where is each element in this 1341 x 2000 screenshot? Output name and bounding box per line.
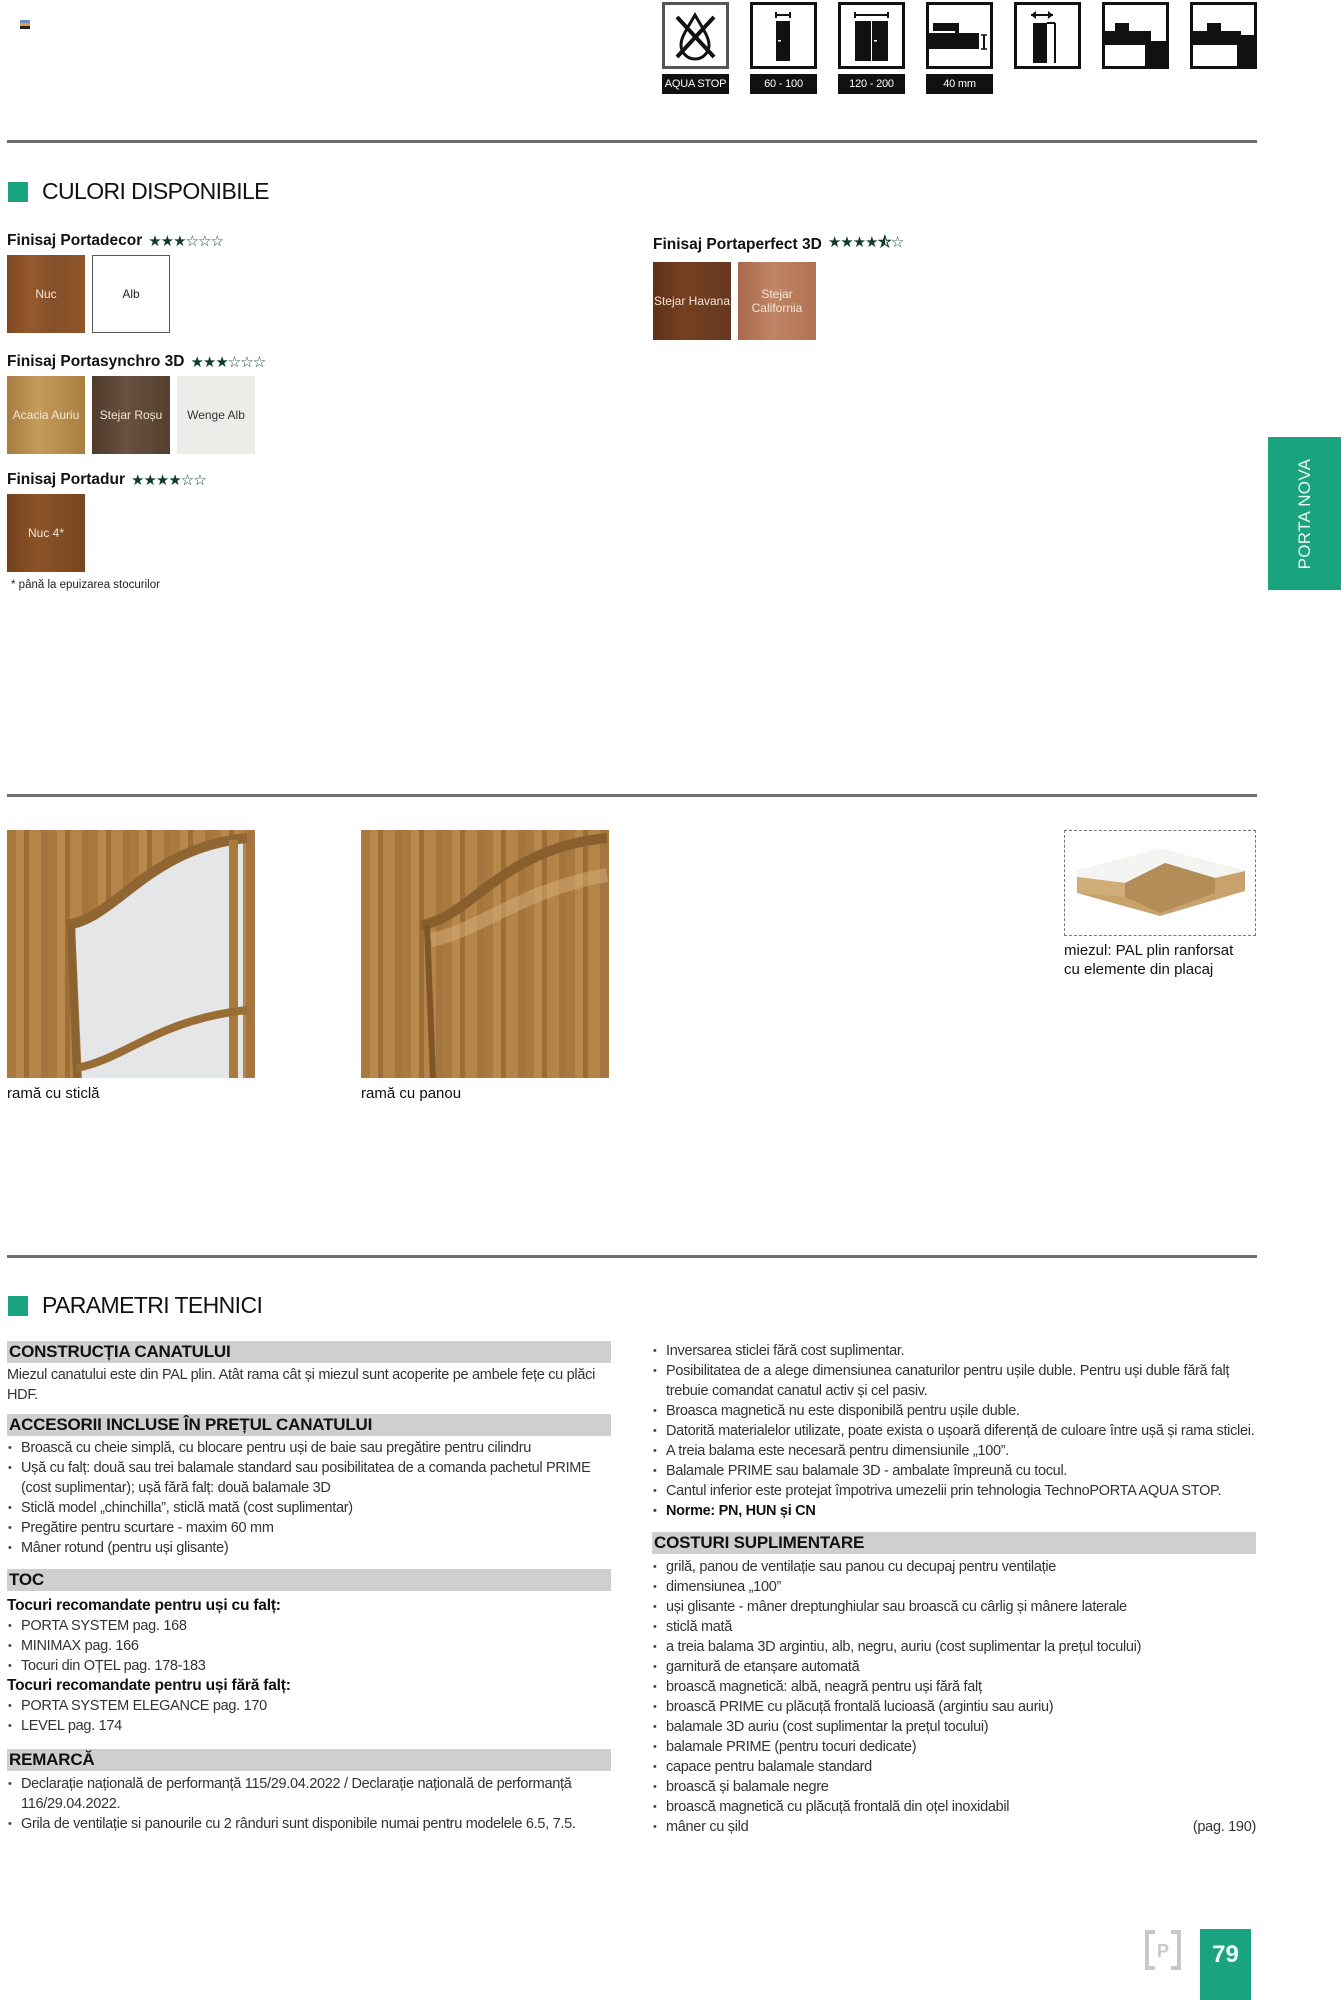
- list-item: • Grila de ventilație si panourile cu 2 rânduri sunt disponibile numai pentru modelele 6.5, 7.5.: [7, 1814, 611, 1834]
- list-item: • Pregătire pentru scurtare - maxim 60 mm: [7, 1518, 611, 1538]
- list-item: • capace pentru balamale standard: [652, 1757, 1256, 1777]
- list-item: • Datorită materialelor utilizate, poate exista o ușoară diferență de culoare între ușă și rama sticlei.: [652, 1421, 1256, 1441]
- list-item: • balamale PRIME (pentru tocuri dedicate): [652, 1737, 1256, 1757]
- swatch-nuc-4[interactable]: Nuc 4*: [7, 494, 85, 572]
- list-item: • dimensiunea „100”: [652, 1577, 1256, 1597]
- divider: [7, 794, 1257, 797]
- door-thickness-icon: [926, 2, 993, 69]
- double-door-width-icon: [838, 2, 905, 69]
- remarks-heading: REMARCĂ: [7, 1749, 611, 1771]
- swatch-alb[interactable]: Alb: [92, 255, 170, 333]
- section-marker-icon: [8, 182, 28, 202]
- flag-icon: [20, 20, 30, 29]
- single-door-width-icon: [750, 2, 817, 69]
- core-caption-line1: miezul: PAL plin ranforsat: [1064, 942, 1234, 959]
- sliding-door-icon: [1014, 2, 1081, 69]
- single-door-feature: 60 - 100: [750, 2, 817, 94]
- list-item: • broască PRIME cu plăcuță frontală lucioasă (argintiu sau auriu): [652, 1697, 1256, 1717]
- list-item: • grilă, panou de ventilație sau panou cu decupaj pentru ventilație: [652, 1557, 1256, 1577]
- stock-footnote: * până la epuizarea stocurilor: [11, 579, 160, 591]
- list-item: • mâner cu șild (pag. 190): [652, 1817, 1256, 1837]
- tech-right-column: [652, 1341, 1256, 1837]
- swatch-acacia-auriu[interactable]: Acacia Auriu: [7, 376, 85, 454]
- toc-flush-heading: Tocuri recomandate pentru uși fără falț:: [7, 1677, 291, 1694]
- toc-rebated-heading: Tocuri recomandate pentru uși cu falț:: [7, 1597, 281, 1614]
- finish-portadecor: Finisaj Portadecor ★★★☆☆☆ Nuc Alb: [7, 232, 223, 333]
- swatch-nuc[interactable]: Nuc: [7, 255, 85, 333]
- list-item: • A treia balama este necesară pentru dimensiunile „100”.: [652, 1441, 1256, 1461]
- list-item: • Inversarea sticlei fără cost suplimentar.: [652, 1341, 1256, 1361]
- rebated-feature: [1102, 2, 1169, 94]
- list-item: • PORTA SYSTEM ELEGANCE pag. 170: [7, 1696, 611, 1716]
- list-item: • MINIMAX pag. 166: [7, 1636, 611, 1656]
- rebated-door-icon: [1102, 2, 1169, 69]
- list-item: • broască și balamale negre: [652, 1777, 1256, 1797]
- list-item: • Mâner rotund (pentru uși glisante): [7, 1538, 611, 1558]
- sliding-feature: [1014, 2, 1081, 94]
- list-item: • Declarație națională de performanță 115/29.04.2022 / Declarație națională de performanță 116/29.04.2022.: [7, 1774, 611, 1814]
- caption-frame-panel: ramă cu panou: [361, 1085, 462, 1102]
- photo-frame-glass: [7, 830, 255, 1102]
- divider: [7, 140, 1257, 143]
- rating-stars-icon: ★★★☆☆☆: [190, 354, 266, 371]
- extra-costs-list: [652, 1557, 1256, 1837]
- page-reference: (pag. 190): [1192, 1819, 1256, 1835]
- aqua-stop-icon: [662, 2, 729, 69]
- core-cutaway-image: [1064, 830, 1256, 936]
- list-item: • garnitură de etanșare automată: [652, 1657, 1256, 1677]
- list-item: • Cantul inferior este protejat împotriva umezelii prin tehnologia TechnoPORTA AQUA STOP.: [652, 1481, 1256, 1501]
- list-item: • PORTA SYSTEM pag. 168: [7, 1616, 611, 1636]
- toc-flush-list: [7, 1696, 611, 1736]
- accessories-heading: ACCESORII INCLUSE ÎN PREȚUL CANATULUI: [7, 1414, 611, 1436]
- rating-stars-icon: ★★★★☆☆: [131, 472, 206, 489]
- accessories-list: [7, 1438, 611, 1558]
- list-item: • Broasca magnetică nu este disponibilă pentru ușile duble.: [652, 1401, 1256, 1421]
- feature-icons-row: [662, 2, 1257, 94]
- door-panel-image: [361, 830, 609, 1078]
- brand-logo-icon: [1145, 1930, 1181, 1970]
- section-marker-icon: [8, 1296, 28, 1316]
- list-item: • Ușă cu falț: două sau trei balamale standard sau posibilitatea de a comanda pachetul PRIME (cost suplimentar); ușă fără falț: două balamale 3D: [7, 1458, 611, 1498]
- side-tab-porta-nova[interactable]: PORTA NOVA: [1268, 437, 1341, 590]
- construction-heading: CONSTRUCȚIA CANATULUI: [7, 1341, 611, 1363]
- rating-stars-icon: ★★★★⯪☆: [827, 234, 904, 251]
- list-item: • Broască cu cheie simplă, cu blocare pentru uși de baie sau pregătire pentru cilindru: [7, 1438, 611, 1458]
- list-item: • uși glisante - mâner dreptunghiular sau broască cu cârlig și mânere laterale: [652, 1597, 1256, 1617]
- tech-section-title: PARAMETRI TEHNICI: [8, 1292, 262, 1319]
- core-caption-line2: cu elemente din placaj: [1064, 961, 1214, 978]
- rating-stars-icon: ★★★☆☆☆: [148, 233, 223, 250]
- notes-list: [652, 1341, 1256, 1521]
- list-item: • LEVEL pag. 174: [7, 1716, 611, 1736]
- finish-portasynchro: Finisaj Portasynchro 3D ★★★☆☆☆ Acacia Auriu Stejar Roșu Wenge Alb: [7, 353, 265, 454]
- photo-frame-panel: [361, 830, 609, 1102]
- flush-feature: [1190, 2, 1257, 94]
- thickness-feature: 40 mm: [926, 2, 993, 94]
- remarks-list: [7, 1774, 611, 1834]
- swatch-stejar-california[interactable]: Stejar California: [738, 262, 816, 340]
- list-item: • sticlă mată: [652, 1617, 1256, 1637]
- core-illustration: [1064, 830, 1256, 979]
- double-door-feature: 120 - 200: [838, 2, 905, 94]
- colors-section-title: CULORI DISPONIBILE: [8, 178, 269, 205]
- swatch-stejar-rosu[interactable]: Stejar Roșu: [92, 376, 170, 454]
- page-number: 79: [1200, 1929, 1251, 2000]
- swatch-wenge-alb[interactable]: Wenge Alb: [177, 376, 255, 454]
- caption-frame-glass: ramă cu sticlă: [7, 1085, 100, 1102]
- extra-costs-heading: COSTURI SUPLIMENTARE: [652, 1532, 1256, 1554]
- list-item: • Balamale PRIME sau balamale 3D - ambalate împreună cu tocul.: [652, 1461, 1256, 1481]
- non-rebated-door-icon: [1190, 2, 1257, 69]
- svg-text:P: P: [1156, 1941, 1170, 1961]
- list-item: • broască magnetică cu plăcuță frontală din oțel inoxidabil: [652, 1797, 1256, 1817]
- list-item: • Posibilitatea de a alege dimensiunea canaturilor pentru ușile duble. Pentru uși duble fără falț trebuie comandat canatul activ și cel pasiv.: [652, 1361, 1256, 1401]
- construction-text: Miezul canatului este din PAL plin. Atât rama cât și miezul sunt acoperite pe ambele fețe cu plăci HDF.: [7, 1367, 595, 1403]
- list-item: • Sticlă model „chinchilla”, sticlă mată (cost suplimentar): [7, 1498, 611, 1518]
- tech-left-column: [7, 1341, 611, 1834]
- list-item: • Tocuri din OȚEL pag. 178-183: [7, 1656, 611, 1676]
- list-item: • balamale 3D auriu (cost suplimentar la prețul tocului): [652, 1717, 1256, 1737]
- door-glass-image: [7, 830, 255, 1078]
- toc-heading: TOC: [7, 1569, 611, 1591]
- aqua-stop-feature: AQUA STOP: [662, 2, 729, 94]
- list-item: • a treia balama 3D argintiu, alb, negru, auriu (cost suplimentar la prețul tocului): [652, 1637, 1256, 1657]
- divider: [7, 1255, 1257, 1258]
- list-item: • broască magnetică: albă, neagră pentru uși fără falț: [652, 1677, 1256, 1697]
- norms-item: • Norme: PN, HUN și CN: [652, 1501, 1256, 1521]
- swatch-stejar-havana[interactable]: Stejar Havana: [653, 262, 731, 340]
- finish-portaperfect: Finisaj Portaperfect 3D ★★★★⯪☆ Stejar Havana Stejar California: [653, 232, 903, 340]
- finish-portadur: Finisaj Portadur ★★★★☆☆ Nuc 4* * până la epuizarea stocurilor: [7, 471, 206, 591]
- toc-rebated-list: [7, 1616, 611, 1676]
